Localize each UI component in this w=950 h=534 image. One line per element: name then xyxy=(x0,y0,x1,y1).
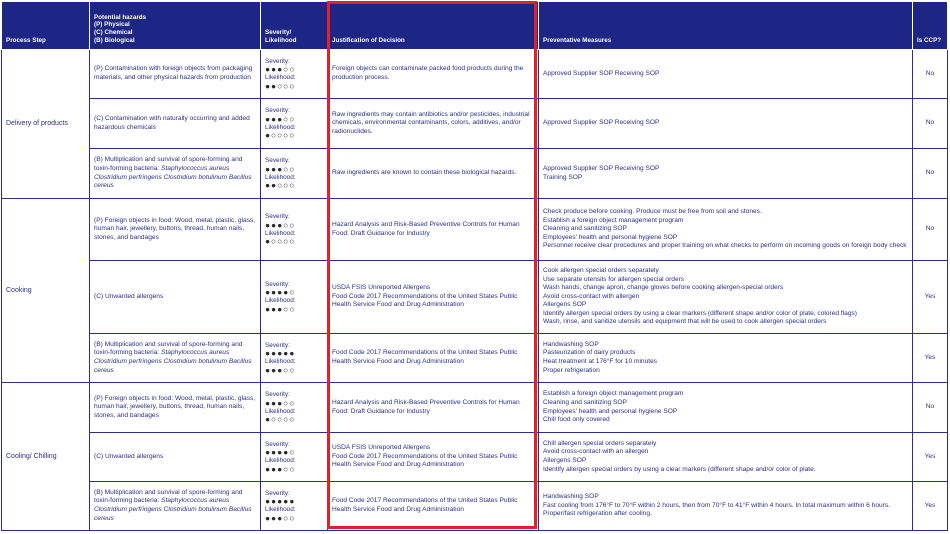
justification-line: Raw ingredients may contain antibiotics and/or pesticides, industrial chemicals, environmental contaminants, colors, additives, and/or radionuclides. xyxy=(332,110,530,135)
hazard-text: (P) Contamination with foreign objects from packaging materials, and other physical hazards from production xyxy=(94,65,253,81)
severity-label: Severity: xyxy=(265,280,290,288)
measure-line: Identify allergen special orders by using a clear markers (different shape and/or color of plate, colored flags) xyxy=(543,309,857,317)
table-row xyxy=(2,383,948,433)
justification-cell xyxy=(328,383,539,433)
measures-cell xyxy=(539,149,913,199)
measure-line: Training SOP xyxy=(543,173,583,181)
ccp-cell: Yes xyxy=(913,334,948,383)
severity-rating: ●●●●○ xyxy=(265,447,296,458)
justification-line: USDA FSIS Unreported Allergens xyxy=(332,284,431,292)
likelihood-rating: ●●○○○ xyxy=(265,180,296,191)
hazard-cell xyxy=(90,433,261,482)
measure-line: Use separate utensils for allergen special orders xyxy=(543,275,685,283)
ccp-cell: No xyxy=(913,50,948,99)
measure-line: Chill food only covered xyxy=(543,416,610,424)
measure-line: Avoid cross-contact with allergen xyxy=(543,292,640,300)
likelihood-label: Likelihood: xyxy=(265,173,296,181)
header-hazards-title: Potential hazards xyxy=(94,13,147,21)
likelihood-rating: ●●●○○ xyxy=(265,512,296,523)
justification-line: Raw ingredients are known to contain these biological hazards. xyxy=(332,169,517,177)
hazard-text: (C) Unwanted allergens xyxy=(94,452,164,460)
measure-line: Wash, rinse, and sanitize utensils and equipment that will be used to cook allergen special orders xyxy=(543,318,827,326)
hazard-cell xyxy=(90,50,261,99)
ccp-cell: Yes xyxy=(913,433,948,482)
severity-label: Severity: xyxy=(265,341,290,349)
table-row xyxy=(2,99,948,149)
severity-likelihood-cell xyxy=(261,261,328,334)
header-process-step: Process Step xyxy=(2,2,90,50)
header-likelihood-title: Likelihood xyxy=(265,37,297,45)
justification-cell xyxy=(328,334,539,383)
measures-cell xyxy=(539,199,913,261)
measure-line: Approved Supplier SOP Receiving SOP xyxy=(543,119,660,127)
measure-line: Cleaning and sanitizing SOP xyxy=(543,225,627,233)
likelihood-label: Likelihood: xyxy=(265,229,296,237)
header-hazards-physical: (P) Physical xyxy=(94,21,130,29)
hazard-cell xyxy=(90,149,261,199)
table-body xyxy=(2,50,948,531)
justification-cell xyxy=(328,482,539,531)
justification-line: Food Code 2017 Recommendations of the United States Public Health Service Food and Drug Administration xyxy=(332,452,518,469)
header-row xyxy=(2,2,948,50)
hazard-cell xyxy=(90,261,261,334)
measure-line: Proper/fast refrigeration after cooling. xyxy=(543,510,652,518)
header-severity-likelihood xyxy=(261,2,328,50)
justification-cell xyxy=(328,149,539,199)
hazard-text: (B) Multiplication and survival of spore-forming and toxin-forming bacteria: xyxy=(94,156,243,172)
header-hazards-chemical: (C) Chemical xyxy=(94,29,133,37)
likelihood-rating: ●●●○○ xyxy=(265,364,296,375)
measure-line: Establish a foreign object management program xyxy=(543,390,684,398)
measure-line: Cook allergen special orders separately xyxy=(543,267,659,275)
severity-likelihood-cell xyxy=(261,99,328,149)
severity-label: Severity: xyxy=(265,213,290,220)
likelihood-label: Likelihood: xyxy=(265,457,296,464)
haccp-table xyxy=(1,1,948,531)
measures-cell xyxy=(539,99,913,149)
measures-cell xyxy=(539,261,913,334)
measure-line: Establish a foreign object management program xyxy=(543,216,684,224)
likelihood-label: Likelihood: xyxy=(265,407,296,415)
hazard-text: (B) Multiplication and survival of spore-forming and toxin-forming bacteria: xyxy=(94,340,243,357)
measure-line: Handwashing SOP xyxy=(543,340,599,348)
measures-cell xyxy=(539,50,913,99)
measure-line: Heat treatment at 176°F for 10 minutes xyxy=(543,358,658,365)
hazard-cell xyxy=(90,383,261,433)
header-preventative-measures: Preventative Measures xyxy=(539,2,913,50)
measure-line: Pasteurization of dairy products xyxy=(543,349,636,357)
hazard-text: (B) Multiplication and survival of spore-forming and toxin-forming bacteria: xyxy=(94,488,243,505)
severity-rating: ●●●●● xyxy=(265,348,296,359)
measure-line: Approved Supplier SOP Receiving SOP xyxy=(543,164,660,172)
table-row xyxy=(2,433,948,482)
likelihood-rating: ●●●○○ xyxy=(265,463,296,474)
table-row xyxy=(2,482,948,531)
severity-label: Severity: xyxy=(265,107,290,114)
measure-line: Check produce before cooking. Produce must be free from soil and stones. xyxy=(543,208,762,216)
measure-line: Wash hands, change apron, change gloves before cooking allergen-special orders xyxy=(543,284,784,292)
justification-cell xyxy=(328,261,539,334)
hazard-organisms: Staphylococcus aureus Clostridium perfringens Clostridium botulinum Bacillus cereus xyxy=(94,349,252,374)
ccp-cell: Yes xyxy=(913,482,948,531)
justification-line: Hazard Analysis and Risk-Based Preventive Controls for Human Food: Draft Guidance for Industry xyxy=(332,398,520,415)
measure-line: Employees' health and personal hygiene SOP xyxy=(543,233,678,241)
severity-rating: ●●●○○ xyxy=(265,219,296,230)
justification-cell xyxy=(328,433,539,482)
header-is-ccp: Is CCP? xyxy=(913,2,948,50)
hazard-organisms: Staphylococcus aureus Clostridium perfringens Clostridium botulinum Bacillus cereus xyxy=(94,164,252,190)
measure-line: Allergens SOP xyxy=(543,301,587,309)
header-justification: Justification of Decision xyxy=(328,2,539,50)
measure-line: Proper refrigeration xyxy=(543,366,600,374)
measure-line: Cleaning and sanitizing SOP xyxy=(543,398,627,406)
severity-likelihood-cell xyxy=(261,383,328,433)
severity-label: Severity: xyxy=(265,157,290,164)
severity-rating: ●●●●● xyxy=(265,496,296,507)
hazard-cell xyxy=(90,334,261,383)
table-row xyxy=(2,199,948,261)
table-row xyxy=(2,261,948,334)
measures-cell xyxy=(539,334,913,383)
severity-label: Severity: xyxy=(265,440,290,448)
likelihood-label: Likelihood: xyxy=(265,74,296,81)
justification-line: Hazard Analysis and Risk-Based Preventive Controls for Human Food: Draft Guidance for Industry xyxy=(332,220,520,237)
measure-line: Avoid cross-contact with an allergen xyxy=(543,448,649,456)
likelihood-rating: ●●○○○ xyxy=(265,80,296,91)
justification-line: Food Code 2017 Recommendations of the United States Public Health Service Food and Drug Administration xyxy=(332,292,518,309)
justification-line: USDA FSIS Unreported Allergens xyxy=(332,444,431,452)
measures-cell xyxy=(539,433,913,482)
severity-rating: ●●●○○ xyxy=(265,113,296,124)
process-step-cell: Delivery of products xyxy=(2,50,90,199)
severity-rating: ●●●●○ xyxy=(265,287,296,298)
justification-line: Food Code 2017 Recommendations of the United States Public Health Service Food and Drug Administration xyxy=(332,497,518,513)
likelihood-label: Likelihood: xyxy=(265,506,296,513)
likelihood-label: Likelihood: xyxy=(265,358,296,365)
justification-line: Foreign objects can contaminate packed food products during the production process. xyxy=(332,65,524,81)
measure-line: Chill allergen special orders separately xyxy=(543,439,657,447)
process-step-cell: Cooking xyxy=(2,199,90,383)
ccp-cell: No xyxy=(913,99,948,149)
ccp-cell: No xyxy=(913,149,948,199)
header-severity-title: Severity/ xyxy=(265,29,292,37)
measure-line: Employees' health and personal hygiene SOP xyxy=(543,407,678,415)
ccp-cell: Yes xyxy=(913,261,948,334)
hazard-cell xyxy=(90,482,261,531)
measure-line: Fast cooling from 176°F to 70°F within 2 hours, then from 70°F to 41°F within 4 hours. In total maximum within 6 hours. xyxy=(543,501,890,509)
header-potential-hazards xyxy=(90,2,261,50)
hazard-cell xyxy=(90,199,261,261)
likelihood-label: Likelihood: xyxy=(265,123,296,131)
severity-likelihood-cell xyxy=(261,149,328,199)
severity-label: Severity: xyxy=(265,57,290,65)
justification-cell xyxy=(328,50,539,99)
severity-likelihood-cell xyxy=(261,199,328,261)
severity-rating: ●●●○○ xyxy=(265,64,296,75)
ccp-cell: No xyxy=(913,199,948,261)
measure-line: Personnel receive clear procedures and proper training on what checks to perform on incoming goods on foreign body check xyxy=(543,242,907,250)
measures-cell xyxy=(539,482,913,531)
justification-line: Food Code 2017 Recommendations of the United States Public Health Service Food and Drug Administration xyxy=(332,349,518,365)
table-row xyxy=(2,50,948,99)
table-row xyxy=(2,149,948,199)
hazard-cell xyxy=(90,99,261,149)
likelihood-label: Likelihood: xyxy=(265,297,296,304)
table-row xyxy=(2,334,948,383)
severity-rating: ●●●○○ xyxy=(265,397,296,408)
hazard-text: (P) Foreign objects in food: Wood, metal, plastic, glass, human hair, jewellery, buttons, thread, human nails, stones, and bandages xyxy=(94,394,256,419)
hazard-text: (P) Foreign objects in food: Wood, metal, plastic, glass, human hair, jewellery, buttons, thread, human nails, stones, and bandages xyxy=(94,216,256,241)
measure-line: Approved Supplier SOP Receiving SOP xyxy=(543,69,660,77)
measures-cell xyxy=(539,383,913,433)
severity-label: Severity: xyxy=(265,391,290,398)
ccp-cell: No xyxy=(913,383,948,433)
measure-line: Handwashing SOP xyxy=(543,493,599,501)
severity-likelihood-cell xyxy=(261,433,328,482)
process-step-cell: Cooling/ Chilling xyxy=(2,383,90,531)
severity-label: Severity: xyxy=(265,489,290,497)
measure-line: Allergens SOP xyxy=(543,457,587,464)
likelihood-rating: ●●●○○ xyxy=(265,303,296,314)
header-hazards-biological: (B) Biological xyxy=(94,37,135,45)
likelihood-rating: ●○○○○ xyxy=(265,414,296,425)
hazard-text: (C) Contamination with naturally occurring and added hazardous chemicals xyxy=(94,114,250,131)
hazard-text: (C) Unwanted allergens xyxy=(94,292,164,300)
likelihood-rating: ●○○○○ xyxy=(265,236,296,247)
severity-likelihood-cell xyxy=(261,334,328,383)
justification-cell xyxy=(328,199,539,261)
severity-likelihood-cell xyxy=(261,482,328,531)
severity-likelihood-cell xyxy=(261,50,328,99)
likelihood-rating: ●○○○○ xyxy=(265,130,296,141)
hazard-organisms: Staphylococcus aureus Clostridium perfringens Clostridium botulinum Bacillus cereus xyxy=(94,497,252,522)
severity-rating: ●●●○○ xyxy=(265,163,296,174)
measure-line: Identify allergen special orders by using a clear markers (different shape and/or color of plate. xyxy=(543,465,816,473)
justification-cell xyxy=(328,99,539,149)
